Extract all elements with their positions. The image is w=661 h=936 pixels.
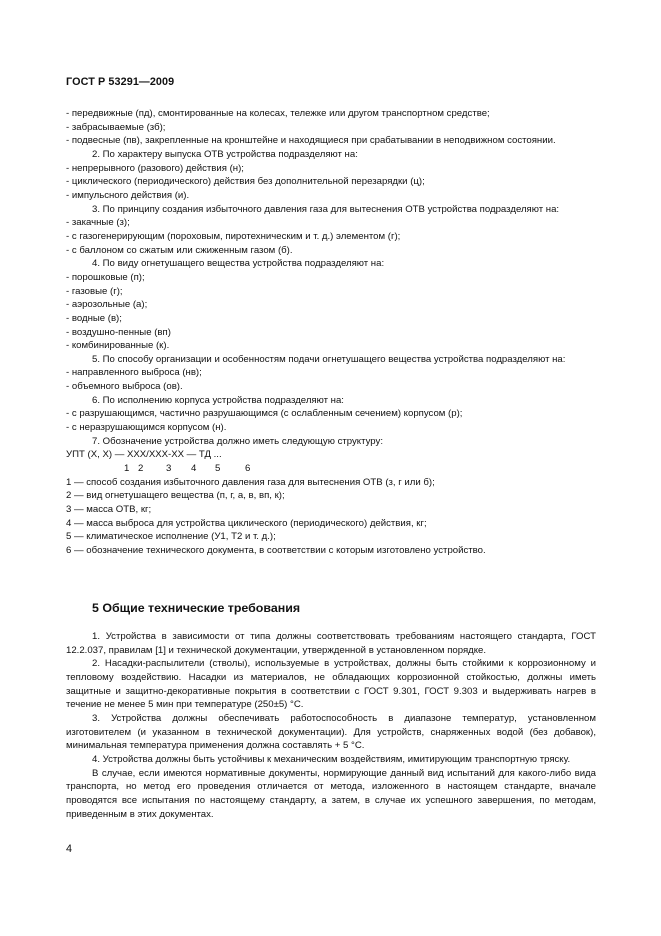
list-item: - направленного выброса (нв); (66, 367, 202, 379)
clause-6-title: 6. По исполнению корпуса устройства подразделяют на: (92, 394, 344, 406)
paragraph: 2. Насадки-распылители (стволы), используемые в устройствах, должны быть стойкими к коррозионному и тепловому воздействию. Насадки из материалов, не обладающих коррозионной стойкостью, должны иметь защитные и защитно-декоративные покрытия в соответствии с ГОСТ 9.301, ГОСТ 9.303 и выдерживать нагрев в течение не менее 5 мин при температуре (250±5) °С. (66, 658, 596, 711)
list-item: 4 — масса выброса для устройства циклического (периодического) действия, кг; (66, 517, 427, 529)
digit-label: 6 (245, 463, 251, 475)
list-item: - газовые (г); (66, 285, 123, 297)
clause-7-title: 7. Обозначение устройства должно иметь следующую структуру: (92, 435, 383, 447)
digit-label: 4 (191, 463, 197, 475)
paragraph: 3. Устройства должны обеспечивать работоспособность в диапазоне температур, установленном изготовителем (и указанном в технической документации). Для устройств, снаряженных водой (без добавок), минимальная температура применения должна составлять + 5 °С. (66, 712, 596, 752)
list-item: - закачные (з); (66, 217, 130, 229)
list-item: 5 — климатическое исполнение (У1, Т2 и т. д.); (66, 531, 276, 543)
standard-header: ГОСТ Р 53291—2009 (66, 76, 175, 88)
paragraph: В случае, если имеются нормативные документы, нормирующие данный вид испытаний для какого-либо вида транспорта, но метод его проведения отличается от метода, изложенного в настоящем стандарте, вначале проводятся все испытания по настоящему стандарту, а затем, в случае их успешного завершения, по методам, приведенным в этих документах. (66, 767, 596, 820)
page-number: 4 (66, 843, 73, 855)
clause-5-title: 5. По способу организации и особенностям подачи огнетушащего вещества устройства подразделяют на: (92, 353, 566, 365)
section-5-body (66, 630, 596, 821)
designation-digits (66, 462, 596, 476)
digit-label: 1 (124, 463, 130, 475)
list-item: - с разрушающимся, частично разрушающимся (с ослабленным сечением) корпусом (р); (66, 408, 463, 420)
list-item: - с неразрушающимся корпусом (н). (66, 422, 227, 434)
list-item: - непрерывного (разового) действия (н); (66, 162, 244, 174)
list-item: - объемного выброса (ов). (66, 381, 183, 393)
section-5-title: 5 Общие технические требования (92, 601, 301, 615)
clause-2-title: 2. По характеру выпуска ОТВ устройства подразделяют на: (92, 148, 358, 160)
list-item: 3 — масса ОТВ, кг; (66, 504, 152, 516)
list-item: - порошковые (п); (66, 271, 145, 283)
list-item: 1 — способ создания избыточного давления газа для вытеснения ОТВ (з, г или б); (66, 476, 435, 488)
paragraph: 1. Устройства в зависимости от типа должны соответствовать требованиям настоящего стандарта, ГОСТ 12.2.037, правилам [1] и технической документации, утвержденной в установленном порядке. (66, 631, 596, 656)
clause-4-title: 4. По виду огнетушащего вещества устройства подразделяют на: (92, 258, 385, 270)
list-item: - циклического (периодического) действия без дополнительной перезарядки (ц); (66, 176, 425, 188)
list-item: - импульсного действия (и). (66, 189, 190, 201)
designation-formula: УПТ (Х, Х) — ХХХ/ХХХ-ХХ — ТД ... (66, 449, 222, 461)
list-item: - комбинированные (к). (66, 340, 170, 352)
digit-label: 2 (138, 463, 144, 475)
list-item: - с баллоном со сжатым или сжиженным газом (б). (66, 244, 293, 256)
list-item: - водные (в); (66, 312, 122, 324)
list-item: 6 — обозначение технического документа, в соответствии с которым изготовлено устройство. (66, 545, 486, 556)
list-item: - воздушно-пенные (вп) (66, 326, 171, 338)
paragraph: 4. Устройства должны быть устойчивы к механическим воздействиям, имитирующим транспортную тряску. (92, 753, 571, 765)
classification-list (66, 107, 596, 558)
list-item: - подвесные (пв), закрепленные на кронштейне и находящиеся при срабатывании в неподвижном состоянии. (66, 135, 556, 147)
list-item: - с газогенерирующим (пороховым, пиротехническим и т. д.) элементом (г); (66, 230, 401, 242)
digit-label: 3 (166, 463, 172, 475)
clause-3-title: 3. По принципу создания избыточного давления газа для вытеснения ОТВ устройства подразделяют на: (92, 203, 560, 215)
list-item: - аэрозольные (а); (66, 299, 148, 311)
list-item: 2 — вид огнетушащего вещества (п, г, а, в, вп, к); (66, 490, 285, 502)
list-item: - забрасываемые (зб); (66, 121, 166, 133)
digit-label: 5 (215, 463, 221, 475)
list-item: - передвижные (пд), смонтированные на колесах, тележке или другом транспортном средстве; (66, 108, 490, 119)
